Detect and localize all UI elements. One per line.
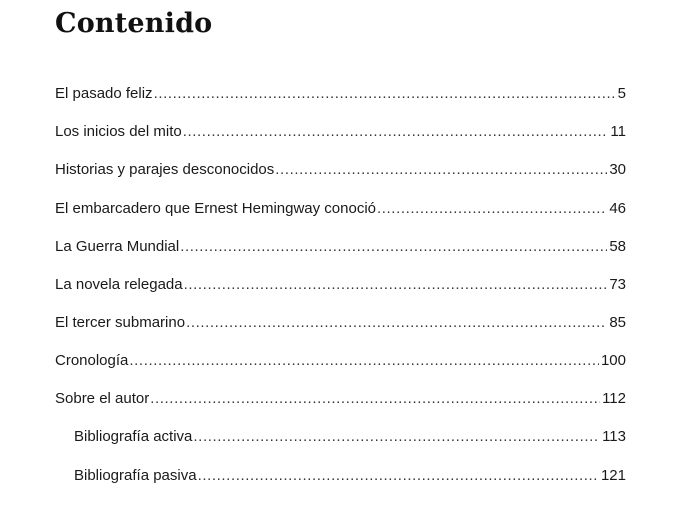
toc-dot-leader xyxy=(180,235,607,259)
toc-page-number: 85 xyxy=(609,314,626,331)
toc-page-number: 113 xyxy=(602,428,626,445)
toc-entry-bibliografia-pasiva[interactable] xyxy=(74,464,626,488)
toc-entry-title: La novela relegada xyxy=(55,276,183,293)
toc-entry-el-tercer-submarino[interactable] xyxy=(55,311,626,335)
toc-entry-title: El tercer submarino xyxy=(55,314,186,331)
toc-dot-leader xyxy=(150,387,600,411)
toc-entry-la-novela-relegada[interactable] xyxy=(55,273,626,297)
toc-dot-leader xyxy=(186,311,607,335)
toc-entry-los-inicios-del-mito[interactable] xyxy=(55,120,626,144)
toc-dot-leader xyxy=(275,158,607,182)
toc-page-number: 100 xyxy=(600,352,626,369)
toc-page-number: 11 xyxy=(610,123,626,140)
toc-entry-la-guerra-mundial[interactable] xyxy=(55,235,626,259)
toc-dot-leader xyxy=(183,120,609,144)
toc-entry-title: Bibliografía activa xyxy=(74,428,193,445)
toc-entry-bibliografia-activa[interactable] xyxy=(74,425,626,449)
toc-dot-leader xyxy=(377,197,607,221)
toc-entry-title: El pasado feliz xyxy=(55,85,153,102)
toc-entry-title: La Guerra Mundial xyxy=(55,238,180,255)
toc-entry-el-pasado-feliz[interactable] xyxy=(55,82,626,106)
toc-dot-leader xyxy=(193,425,600,449)
toc-page-number: 121 xyxy=(600,467,626,484)
toc-entry-title: Sobre el autor xyxy=(55,390,150,407)
toc-entry-title: Los inicios del mito xyxy=(55,123,182,140)
toc-entry-cronologia[interactable] xyxy=(55,349,626,373)
toc-page-number: 46 xyxy=(609,200,626,217)
toc-dot-leader xyxy=(154,82,616,106)
toc-dot-leader xyxy=(184,273,608,297)
toc-entry-title: El embarcadero que Ernest Hemingway conoció xyxy=(55,200,376,217)
toc-entry-historias-y-parajes[interactable] xyxy=(55,158,626,182)
toc-page-number: 58 xyxy=(609,238,626,255)
toc-entry-title: Historias y parajes desconocidos xyxy=(55,161,275,178)
toc-dot-leader xyxy=(198,464,599,488)
toc-page-number: 73 xyxy=(609,276,626,293)
toc-dot-leader xyxy=(129,349,599,373)
toc-entry-el-embarcadero[interactable] xyxy=(55,197,626,221)
toc-entry-sobre-el-autor[interactable] xyxy=(55,387,626,411)
toc-page-number: 112 xyxy=(602,390,626,407)
toc-entry-title: Bibliografía pasiva xyxy=(74,467,197,484)
toc-page-number: 5 xyxy=(617,85,626,102)
toc-entry-title: Cronología xyxy=(55,352,129,369)
toc-page-number: 30 xyxy=(609,161,626,178)
page-title: Contenido xyxy=(55,8,213,39)
